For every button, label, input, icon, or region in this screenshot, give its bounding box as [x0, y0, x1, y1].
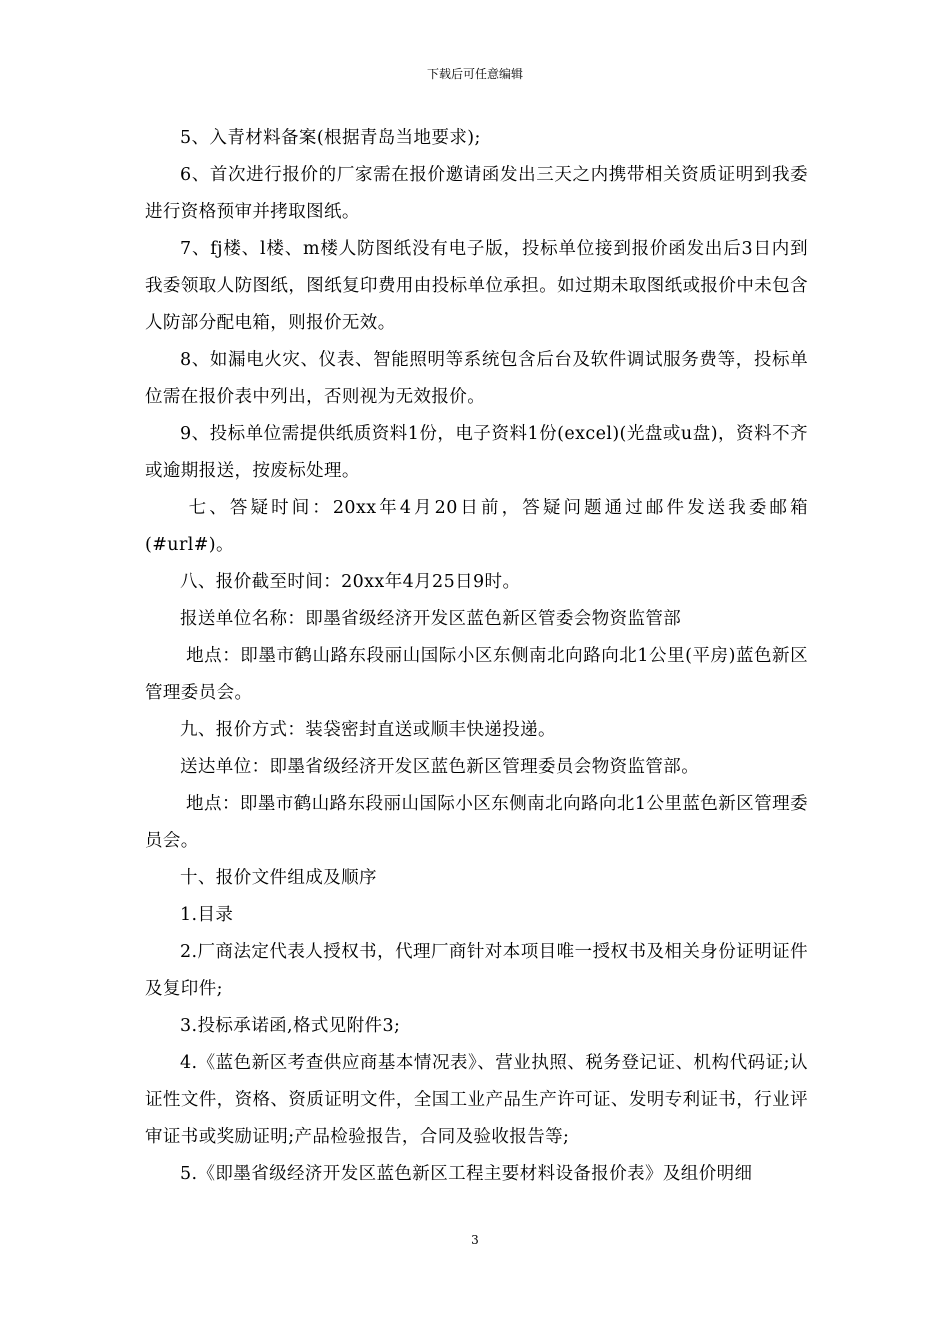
page-number: 3: [471, 1233, 479, 1247]
paragraph: 8、如漏电火灾、仪表、智能照明等系统包含后台及软件调试服务费等，投标单位需在报价表中列出，否则视为无效报价。: [145, 350, 808, 407]
paragraph: 七、答疑时间：20xx年4月20日前，答疑问题通过邮件发送我委邮箱(#url#)。: [145, 498, 808, 555]
paragraph: 报送单位名称：即墨省级经济开发区蓝色新区管委会物资监管部: [180, 609, 682, 629]
paragraph: 6、首次进行报价的厂家需在报价邀请函发出三天之内携带相关资质证明到我委进行资格预审并拷取图纸。: [145, 165, 808, 222]
paragraph: 地点：即墨市鹤山路东段丽山国际小区东侧南北向路向北1公里蓝色新区管理委员会。: [145, 794, 808, 851]
paragraph: 5.《即墨省级经济开发区蓝色新区工程主要材料设备报价表》及组价明细: [180, 1164, 753, 1184]
document-body: [145, 120, 808, 1193]
page-header: 下载后可任意编辑: [426, 67, 523, 81]
paragraph: 九、报价方式：装袋密封直送或顺丰快递投递。: [180, 720, 556, 740]
paragraph: 1.目录: [180, 905, 234, 925]
paragraph: 5、入青材料备案(根据青岛当地要求);: [180, 128, 481, 148]
paragraph: 3.投标承诺函,格式见附件3;: [180, 1016, 401, 1036]
paragraph: 9、投标单位需提供纸质资料1份，电子资料1份(excel)(光盘或u盘)，资料不齐或逾期报送，按废标处理。: [145, 424, 808, 481]
paragraph: 十、报价文件组成及顺序: [180, 868, 377, 888]
paragraph: 八、报价截至时间：20xx年4月25日9时。: [180, 572, 521, 592]
paragraph: 送达单位：即墨省级经济开发区蓝色新区管理委员会物资监管部。: [180, 757, 700, 777]
paragraph: 7、fj楼、l楼、m楼人防图纸没有电子版，投标单位接到报价函发出后3日内到我委领取人防图纸，图纸复印费用由投标单位承担。如过期未取图纸或报价中未包含人防部分配电箱，则报价无效。: [145, 239, 808, 333]
paragraph: 4.《蓝色新区考查供应商基本情况表》、营业执照、税务登记证、机构代码证;认证性文件，资格、资质证明文件，全国工业产品生产许可证、发明专利证书，行业评审证书或奖励证明;产品检验报告，合同及验收报告等;: [145, 1053, 808, 1147]
paragraph: 2.厂商法定代表人授权书，代理厂商针对本项目唯一授权书及相关身份证明证件及复印件;: [145, 942, 808, 999]
paragraph: 地点：即墨市鹤山路东段丽山国际小区东侧南北向路向北1公里(平房)蓝色新区管理委员会。: [145, 646, 809, 703]
